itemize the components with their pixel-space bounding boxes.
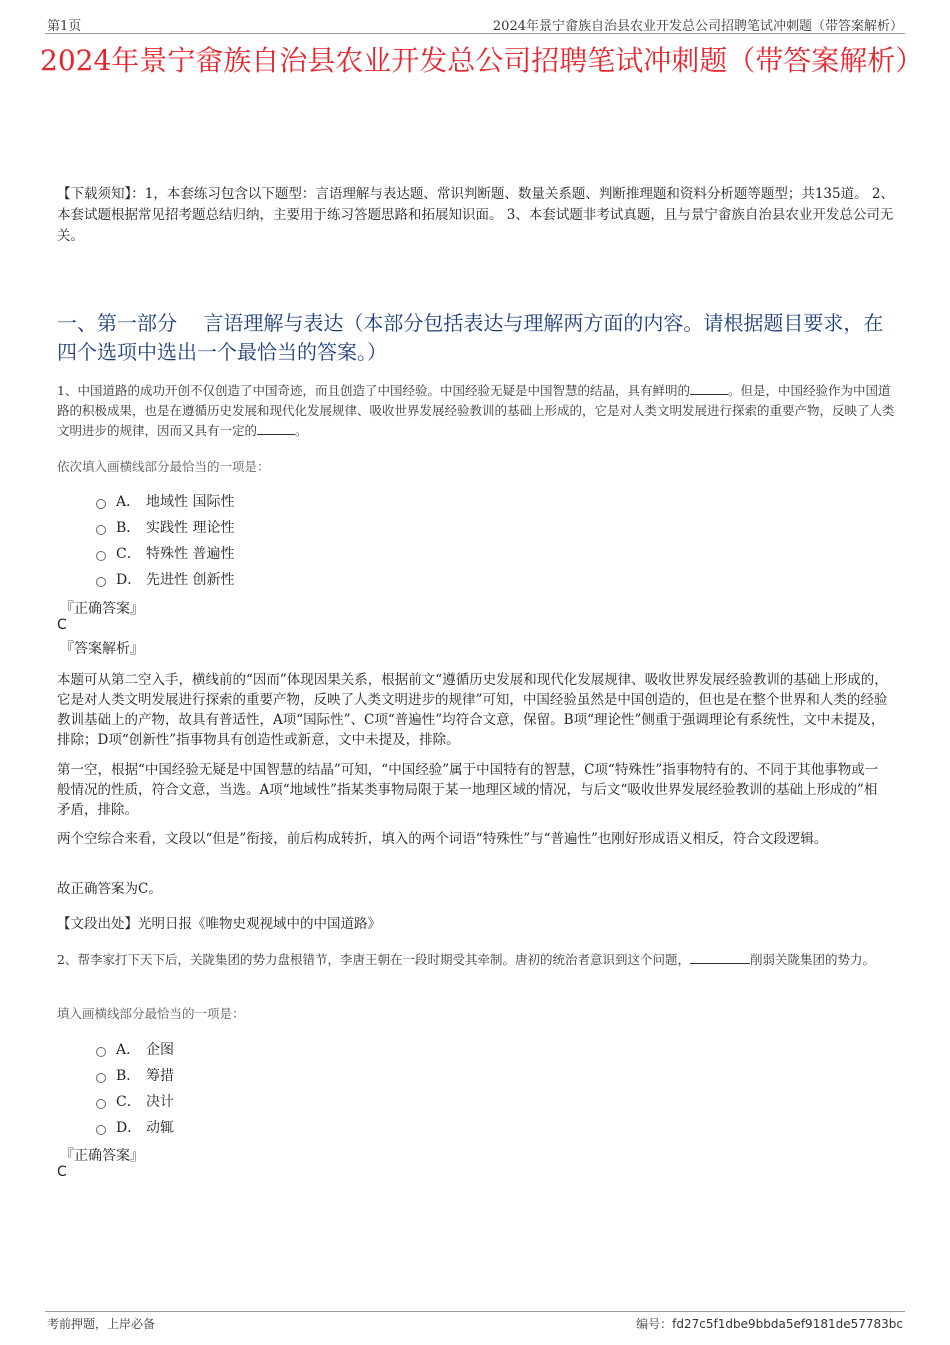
analysis-paragraph: 本题可从第二空入手，横线前的“因而”体现因果关系，根据前文“遵循历史发展和现代化发展规律、吸收世界发展经验教训的基础上形成的，它是对人类文明发展进行探索的重要产物，反映了人类文明进步的规律”可知，中国经验虽然是中国创造的，但也是在整个世界和人类的经验教训基础上的产物，故具有普适性，A项“国际性”、C项“普遍性”均符合文意，保留。B项“理论性”侧重于强调理论有系统性，文中未提及，排除；D项“创新性”指事物具有创造性或新意，文中未提及，排除。 bbox=[57, 672, 888, 748]
question-1-text-part-c: 。 bbox=[295, 423, 308, 438]
option-text: 企图 bbox=[146, 1042, 174, 1058]
option-text: 特殊性 普遍性 bbox=[146, 546, 235, 562]
footer-divider bbox=[45, 1311, 905, 1312]
option-letter: A． bbox=[116, 494, 141, 510]
document-id-label: 编号： bbox=[636, 1317, 673, 1331]
option-letter: A． bbox=[116, 1042, 141, 1058]
question-2-option-d[interactable] bbox=[96, 1117, 174, 1137]
analysis-conclusion: 故正确答案为C。 bbox=[57, 881, 162, 897]
question-1-option-d[interactable] bbox=[96, 569, 234, 589]
question-1-text bbox=[57, 381, 895, 441]
question-2-prompt: 填入画横线部分最恰当的一项是： bbox=[57, 1006, 245, 1021]
page-number: 第1页 bbox=[47, 19, 82, 34]
option-letter: B． bbox=[116, 520, 141, 536]
question-1-blank-1 bbox=[690, 394, 728, 395]
option-text: 先进性 创新性 bbox=[146, 572, 235, 588]
footer-slogan: 考前押题，上岸必备 bbox=[47, 1317, 156, 1331]
option-text: 筹措 bbox=[146, 1068, 174, 1084]
radio-icon[interactable] bbox=[96, 1099, 106, 1109]
radio-icon[interactable] bbox=[96, 1125, 106, 1135]
question-2-option-c[interactable] bbox=[96, 1091, 174, 1111]
question-1-text-part-a: 1、中国道路的成功开创不仅创造了中国奇迹，而且创造了中国经验。中国经验无疑是中国智慧的结晶，具有鲜明的 bbox=[57, 383, 690, 398]
option-text: 实践性 理论性 bbox=[146, 520, 235, 536]
question-1-answer-label: 『正确答案』 bbox=[60, 601, 144, 617]
header-doc-title: 2024年景宁畲族自治县农业开发总公司招聘笔试冲刺题（带答案解析） bbox=[492, 19, 903, 34]
question-1-option-a[interactable] bbox=[96, 491, 234, 511]
radio-icon[interactable] bbox=[96, 577, 106, 587]
question-2-text-part-a: 2、帮李家打下天下后，关陇集团的势力盘根错节，李唐王朝在一段时期受其牵制。唐初的统治者意识到这个问题， bbox=[57, 952, 690, 967]
question-2-option-b[interactable] bbox=[96, 1065, 174, 1085]
header-divider bbox=[45, 33, 905, 34]
radio-icon[interactable] bbox=[96, 499, 106, 509]
document-id bbox=[636, 1315, 903, 1332]
question-1-blank-2 bbox=[257, 434, 295, 435]
option-letter: B． bbox=[116, 1068, 141, 1084]
document-id-value: fd27c5f1dbe9bbda5ef9181de57783bc bbox=[672, 1317, 903, 1331]
radio-icon[interactable] bbox=[96, 1073, 106, 1083]
option-text: 决计 bbox=[146, 1094, 174, 1110]
question-1-answer: C bbox=[57, 617, 67, 633]
question-1-option-b[interactable] bbox=[96, 517, 234, 537]
radio-icon[interactable] bbox=[96, 525, 106, 535]
analysis-paragraph: 两个空综合来看，文段以“但是”衔接，前后构成转折，填入的两个词语“特殊性”与“普遍性”也刚好形成语义相反，符合文段逻辑。 bbox=[57, 831, 828, 847]
option-letter: C． bbox=[116, 1094, 141, 1110]
option-text: 动辄 bbox=[146, 1120, 174, 1136]
option-text: 地域性 国际性 bbox=[146, 494, 235, 510]
question-2-text bbox=[57, 950, 895, 970]
option-letter: D． bbox=[116, 572, 142, 588]
question-1-option-c[interactable] bbox=[96, 543, 234, 563]
page-title: 2024年景宁畲族自治县农业开发总公司招聘笔试冲刺题（带答案解析） bbox=[40, 44, 924, 77]
radio-icon[interactable] bbox=[96, 551, 106, 561]
question-1-prompt: 依次填入画横线部分最恰当的一项是： bbox=[57, 459, 270, 474]
download-notice: 【下载须知】：1，本套练习包含以下题型：言语理解与表达题、常识判断题、数量关系题、判断推理题和资料分析题等题型；共135道。 2、本套试题根据常见招考题总结归纳，主要用于练习答题思路和拓展知识面。 3、本套试题非考试真题，且与景宁畲族自治县农业开发总公司无关。 bbox=[57, 186, 894, 244]
question-2-option-a[interactable] bbox=[96, 1039, 174, 1059]
question-1-analysis-label: 『答案解析』 bbox=[60, 641, 144, 657]
option-letter: D． bbox=[116, 1120, 142, 1136]
question-2-answer-label: 『正确答案』 bbox=[60, 1148, 144, 1164]
question-2-blank bbox=[690, 963, 750, 964]
radio-icon[interactable] bbox=[96, 1047, 106, 1057]
question-2-answer: C bbox=[57, 1164, 67, 1180]
option-letter: C． bbox=[116, 546, 141, 562]
section-heading: 一、第一部分 言语理解与表达（本部分包括表达与理解两方面的内容。请根据题目要求，在四个选项中选出一个最恰当的答案。） bbox=[57, 311, 884, 364]
analysis-paragraph: 第一空，根据“中国经验无疑是中国智慧的结晶”可知，“中国经验”属于中国特有的智慧，C项“特殊性”指事物特有的、不同于其他事物或一般情况的性质，符合文意，当选。A项“地域性”指某类事物局限于某一地理区域的情况，与后文“吸收世界发展经验教训的基础上形成的”相矛盾，排除。 bbox=[57, 762, 879, 818]
question-1-text-part-b: 。但是，中国经验作为中国道路的积极成果，也是在遵循历史发展和现代化发展规律、吸收世界发展经验教训的基础上形成的，它是对人类文明发展进行探索的重要产物，反映了人类文明进步的规律，因而又具有一定的 bbox=[57, 383, 895, 438]
question-2-text-part-b: 削弱关陇集团的势力。 bbox=[749, 952, 875, 967]
analysis-source: 【文段出处】光明日报《唯物史观视域中的中国道路》 bbox=[57, 916, 381, 932]
